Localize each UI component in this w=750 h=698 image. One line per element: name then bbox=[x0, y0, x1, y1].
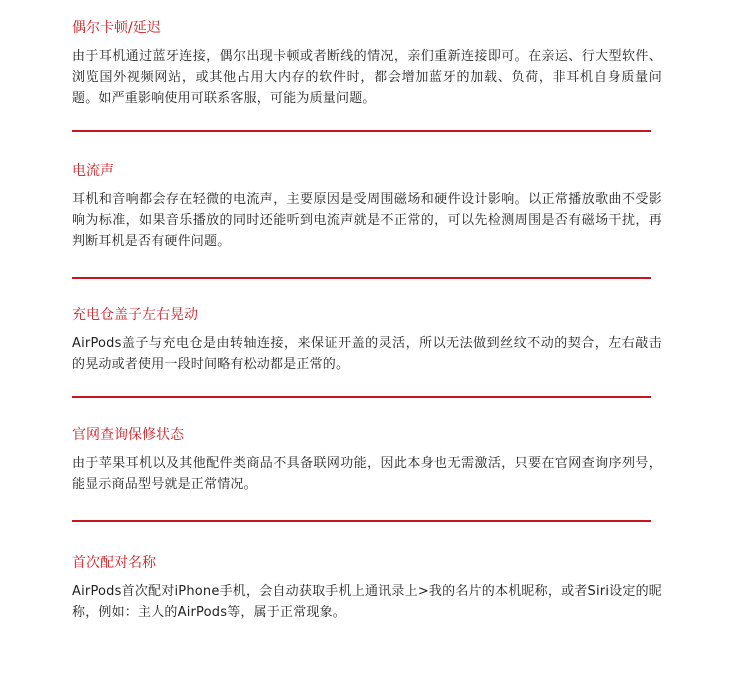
section-body: AirPods盖子与充电仓是由转轴连接，来保证开盖的灵活，所以无法做到丝纹不动的契合，左右敲击的晃动或者使用一段时间略有松动都是正常的。 bbox=[72, 336, 662, 372]
section-divider bbox=[72, 396, 651, 398]
section-title: 充电仓盖子左右晃动 bbox=[72, 307, 198, 323]
section-divider bbox=[72, 277, 651, 279]
faq-section-current-noise bbox=[72, 161, 662, 252]
section-body: 由于耳机通过蓝牙连接，偶尔出现卡顿或者断线的情况，亲们重新连接即可。在亲运、行大型软件、浏览国外视频网站，或其他占用大内存的软件时，都会增加蓝牙的加载、负荷，非耳机自身质量问题。如严重影响使用可联系客服，可能为质量问题。 bbox=[72, 49, 662, 106]
faq-section-case-lid-wobble bbox=[72, 305, 662, 375]
section-divider bbox=[72, 130, 651, 132]
section-title: 首次配对名称 bbox=[72, 555, 156, 571]
faq-section-warranty-check bbox=[72, 425, 662, 495]
section-title: 电流声 bbox=[72, 163, 114, 179]
section-title: 官网查询保修状态 bbox=[72, 427, 184, 443]
section-divider bbox=[72, 520, 651, 522]
section-body: AirPods首次配对iPhone手机，会自动获取手机上通讯录上>我的名片的本机昵称，或者Siri设定的昵称，例如：主人的AirPods等，属于正常现象。 bbox=[72, 584, 662, 620]
section-title: 偶尔卡顿/延迟 bbox=[72, 20, 161, 36]
faq-section-stutter bbox=[72, 18, 662, 109]
faq-section-pairing-name bbox=[72, 553, 662, 623]
section-body: 耳机和音响都会存在轻微的电流声，主要原因是受周围磁场和硬件设计影响。以正常播放歌曲不受影响为标准，如果音乐播放的同时还能听到电流声就是不正常的，可以先检测周围是否有磁场干扰，再判断耳机是否有硬件问题。 bbox=[72, 192, 662, 249]
section-body: 由于苹果耳机以及其他配件类商品不具备联网功能，因此本身也无需激活，只要在官网查询序列号，能显示商品型号就是正常情况。 bbox=[72, 456, 662, 492]
